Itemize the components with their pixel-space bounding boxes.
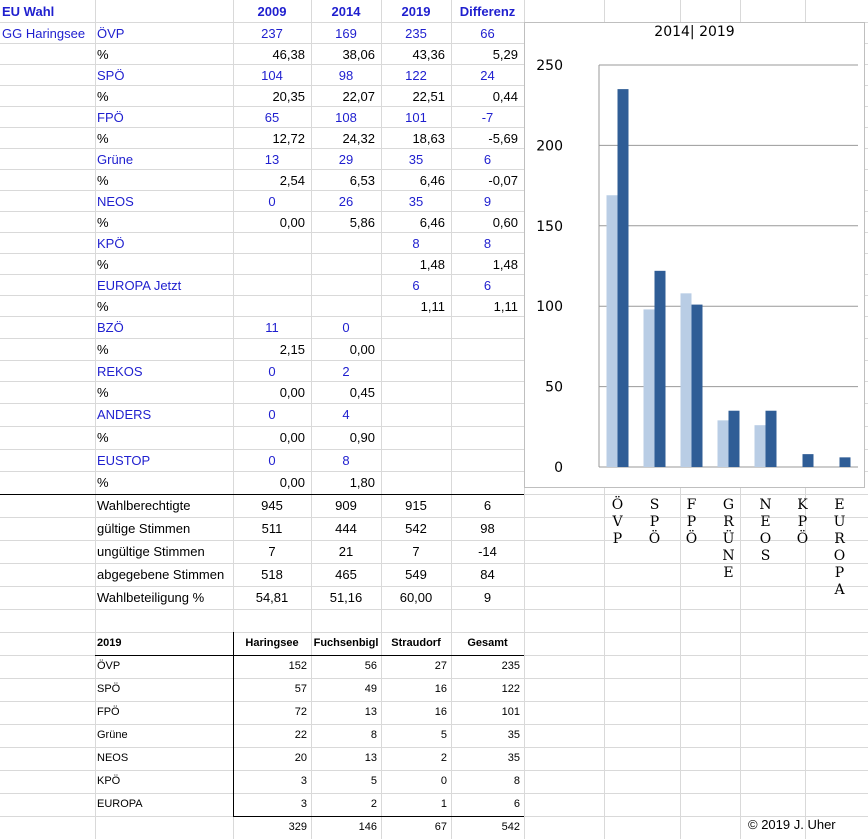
summary-value[interactable]: 915 [405,498,427,513]
bar-kpö-1 [803,454,814,467]
detail-value[interactable]: 235 [501,660,520,672]
party-percent[interactable]: 5,29 [492,47,518,62]
party-votes[interactable]: 26 [338,194,354,209]
party-percent[interactable]: 1,80 [349,475,375,490]
party-votes[interactable] [235,275,309,296]
detail-value[interactable]: 57 [294,683,307,695]
summary-label[interactable]: Wahlberechtigte [97,498,191,513]
party-votes[interactable] [383,450,449,471]
party-percent[interactable]: 12,72 [272,131,305,146]
summary-label[interactable]: Wahlbeteiligung % [97,590,205,605]
party-votes[interactable]: 98 [338,68,354,83]
copyright-text: © 2019 J. Uher [748,817,836,832]
summary-value[interactable]: 549 [405,567,427,582]
party-votes[interactable]: 6 [483,278,492,293]
summary-value[interactable]: 909 [335,498,357,513]
year-header[interactable]: Differenz [459,4,516,19]
detail-value[interactable]: 5 [440,729,447,741]
party-percent[interactable] [233,296,305,317]
party-percent[interactable] [451,339,518,360]
party-percent[interactable]: 22,07 [342,89,375,104]
pct-label[interactable]: % [97,89,109,104]
party-votes[interactable]: 29 [338,152,354,167]
party-percent[interactable]: 6,46 [419,215,445,230]
party-percent[interactable]: 0,00 [279,475,305,490]
party-percent[interactable] [451,472,518,493]
party-name[interactable]: BZÖ [97,320,124,335]
party-percent[interactable]: 38,06 [342,47,375,62]
pct-label[interactable]: % [97,475,109,490]
summary-label[interactable]: ungültige Stimmen [97,544,205,559]
party-percent[interactable] [381,427,445,448]
party-name[interactable]: EUSTOP [97,453,151,468]
party-percent[interactable]: 1,48 [419,257,445,272]
party-votes[interactable]: 24 [480,68,495,83]
party-votes[interactable]: 6 [412,278,420,293]
category-label: EUROPA [833,497,846,598]
bar-övp-1 [618,89,629,467]
detail-left-border [233,632,234,816]
detail-value[interactable]: 5 [370,775,377,787]
row-gridline [0,609,868,610]
party-votes[interactable]: 235 [405,26,427,41]
detail-column-header[interactable]: Fuchsenbigl [313,637,379,649]
detail-total[interactable]: 542 [501,821,520,833]
detail-total[interactable]: 329 [288,821,307,833]
detail-value[interactable]: 1 [440,798,447,810]
party-percent[interactable]: 6,46 [419,173,445,188]
detail-value[interactable]: 122 [501,683,520,695]
party-percent[interactable]: 0,44 [492,89,518,104]
party-votes[interactable]: 8 [342,453,350,468]
bar-grüne-1 [729,411,740,467]
pct-label[interactable]: % [97,173,109,188]
party-votes[interactable]: 122 [405,68,427,83]
detail-header-border [95,655,524,656]
pct-label[interactable]: % [97,385,109,400]
party-votes[interactable]: 4 [342,407,350,422]
party-votes[interactable]: 35 [408,194,424,209]
party-percent[interactable]: -5,69 [488,131,518,146]
detail-value[interactable]: 22 [294,729,307,741]
party-votes[interactable] [383,404,449,425]
detail-value[interactable]: 152 [288,660,307,672]
party-name[interactable]: NEOS [97,194,134,209]
party-votes[interactable] [383,317,449,338]
detail-value[interactable]: 101 [501,706,520,718]
party-votes[interactable]: 35 [408,152,424,167]
party-votes[interactable] [313,233,379,254]
pct-label[interactable]: % [97,430,109,445]
party-votes[interactable]: 2 [342,364,350,379]
detail-value[interactable]: 3 [300,798,307,810]
detail-value[interactable]: 0 [440,775,447,787]
summary-value[interactable]: 465 [335,567,357,582]
party-percent[interactable]: 18,63 [412,131,445,146]
party-votes[interactable]: 104 [261,68,283,83]
pct-label[interactable]: % [97,47,109,62]
party-percent[interactable]: 1,11 [493,299,518,314]
summary-value[interactable]: -14 [478,544,497,559]
detail-column-header[interactable]: Haringsee [245,637,299,649]
detail-value[interactable]: 3 [300,775,307,787]
party-votes[interactable] [235,233,309,254]
detail-value[interactable]: 2 [370,798,377,810]
party-percent[interactable]: 5,86 [349,215,375,230]
pct-label[interactable]: % [97,342,109,357]
y-tick-label: 100 [536,299,563,316]
section-separator [0,494,524,495]
party-percent[interactable]: 46,38 [272,47,305,62]
detail-party-name[interactable]: NEOS [97,752,129,764]
category-label: GRÜNE [722,497,735,581]
party-votes[interactable]: 66 [480,26,495,41]
party-votes[interactable]: 169 [335,26,357,41]
party-percent[interactable]: -0,07 [488,173,518,188]
area-name[interactable]: GG Haringsee [2,26,86,41]
party-votes[interactable]: 6 [483,152,492,167]
summary-value[interactable]: 518 [261,567,283,582]
party-percent[interactable]: 1,48 [492,257,518,272]
party-votes[interactable]: 0 [268,194,276,209]
detail-value[interactable]: 13 [364,706,377,718]
party-percent[interactable]: 0,00 [279,215,305,230]
category-label: FPÖ [685,497,698,547]
pct-label[interactable]: % [97,215,109,230]
detail-total[interactable]: 67 [434,821,447,833]
detail-value[interactable]: 13 [364,752,377,764]
party-votes[interactable] [453,317,522,338]
party-name[interactable]: ÖVP [97,26,125,41]
party-percent[interactable] [381,472,445,493]
summary-value[interactable]: 9 [483,590,492,605]
bar-övp-0 [607,195,618,467]
detail-value[interactable]: 56 [364,660,377,672]
party-name[interactable]: REKOS [97,364,143,379]
party-name[interactable]: SPÖ [97,68,125,83]
detail-value[interactable]: 20 [294,752,307,764]
party-votes[interactable]: 108 [335,110,357,125]
party-percent[interactable] [311,254,375,275]
bar-neos-1 [766,411,777,467]
detail-value[interactable]: 8 [513,775,520,787]
party-percent[interactable] [233,254,305,275]
detail-party-name[interactable]: KPÖ [97,775,121,787]
party-votes[interactable]: 237 [261,26,283,41]
summary-value[interactable]: 7 [412,544,420,559]
detail-value[interactable]: 27 [434,660,447,672]
bar-fpö-1 [692,305,703,467]
detail-year[interactable]: 2019 [97,637,122,649]
party-percent[interactable]: 0,45 [349,385,375,400]
detail-column-header[interactable]: Straudorf [391,637,441,649]
party-percent[interactable]: 2,15 [279,342,305,357]
summary-value[interactable]: 51,16 [329,590,363,605]
y-tick-label: 250 [536,58,563,74]
detail-value[interactable]: 6 [513,798,520,810]
summary-value[interactable]: 542 [405,521,427,536]
party-votes[interactable] [383,361,449,382]
party-votes[interactable] [453,450,522,471]
party-votes[interactable]: 0 [342,320,350,335]
party-percent[interactable]: 2,54 [279,173,305,188]
party-votes[interactable]: 101 [405,110,427,125]
detail-value[interactable]: 72 [294,706,307,718]
party-percent[interactable]: 0,00 [279,385,305,400]
party-percent[interactable]: 24,32 [342,131,375,146]
detail-value[interactable]: 35 [507,729,520,741]
party-votes[interactable]: 8 [412,236,420,251]
detail-party-name[interactable]: EUROPA [97,798,143,810]
detail-party-name[interactable]: FPÖ [97,706,120,718]
party-name[interactable]: Grüne [97,152,134,167]
party-percent[interactable]: 22,51 [412,89,445,104]
party-votes[interactable]: 13 [264,152,280,167]
party-votes[interactable]: 11 [265,320,279,335]
party-votes[interactable]: 8 [483,236,492,251]
detail-bottom-border [233,816,524,817]
summary-value[interactable]: 54,81 [255,590,289,605]
party-percent[interactable] [451,427,518,448]
y-tick-label: 50 [545,379,563,396]
chart-title: 2014| 2019 [654,24,735,40]
y-tick-label: 150 [536,218,563,235]
category-label: SPÖ [648,497,661,547]
summary-value[interactable]: 60,00 [399,590,433,605]
party-percent[interactable]: 1,11 [420,299,445,314]
party-name[interactable]: FPÖ [97,110,124,125]
detail-party-name[interactable]: ÖVP [97,660,121,672]
summary-label[interactable]: abgegebene Stimmen [97,567,225,582]
party-percent[interactable] [451,382,518,403]
party-votes[interactable] [453,361,522,382]
detail-value[interactable]: 16 [434,683,447,695]
summary-value[interactable]: 945 [261,498,283,513]
column-gridline [95,0,96,839]
summary-label[interactable]: gültige Stimmen [97,521,191,536]
party-votes[interactable] [313,275,379,296]
party-votes[interactable]: 9 [483,194,492,209]
y-tick-label: 0 [554,460,563,476]
detail-value[interactable]: 8 [370,729,377,741]
party-votes[interactable]: 0 [268,407,276,422]
summary-value[interactable]: 98 [480,521,495,536]
year-header[interactable]: 2009 [257,4,287,19]
bar-fpö-0 [681,293,692,467]
sheet-title[interactable]: EU Wahl [2,4,55,19]
year-header[interactable]: 2019 [401,4,431,19]
party-percent[interactable]: 0,90 [349,430,375,445]
detail-party-name[interactable]: Grüne [97,729,128,741]
party-votes[interactable]: 0 [268,453,276,468]
party-votes[interactable]: -7 [481,110,494,125]
bar-spö-0 [644,309,655,467]
party-name[interactable]: KPÖ [97,236,125,251]
year-header[interactable]: 2014 [331,4,361,19]
category-label: KPÖ [796,497,809,547]
summary-value[interactable]: 84 [480,567,495,582]
pct-label[interactable]: % [97,257,109,272]
party-percent[interactable]: 43,36 [412,47,445,62]
detail-value[interactable]: 2 [440,752,447,764]
detail-value[interactable]: 35 [507,752,520,764]
summary-value[interactable]: 511 [261,521,283,536]
bar-neos-0 [755,425,766,467]
category-label: ÖVP [611,497,624,547]
summary-value[interactable]: 6 [483,498,492,513]
detail-column-header[interactable]: Gesamt [467,637,508,649]
summary-value[interactable]: 21 [338,544,354,559]
y-tick-label: 200 [536,138,563,155]
summary-value[interactable]: 7 [268,544,276,559]
party-percent[interactable]: 0,00 [279,430,305,445]
category-label: NEOS [759,497,772,564]
party-name[interactable]: EUROPA Jetzt [97,278,182,293]
party-votes[interactable]: 65 [264,110,280,125]
detail-total[interactable]: 146 [358,821,377,833]
bar-europa-1 [840,457,851,467]
pct-label[interactable]: % [97,131,109,146]
detail-value[interactable]: 16 [434,706,447,718]
party-percent[interactable]: 0,60 [492,215,518,230]
summary-value[interactable]: 444 [335,521,357,536]
bar-grüne-0 [718,420,729,467]
party-votes[interactable]: 0 [268,364,276,379]
bar-chart[interactable] [524,22,865,488]
party-name[interactable]: ANDERS [97,407,152,422]
bar-spö-1 [655,271,666,467]
detail-party-name[interactable]: SPÖ [97,683,121,695]
party-votes[interactable] [453,404,522,425]
chart-plot [525,23,864,487]
party-percent[interactable] [311,296,375,317]
detail-value[interactable]: 49 [364,683,377,695]
party-percent[interactable]: 0,00 [349,342,375,357]
party-percent[interactable]: 20,35 [272,89,305,104]
party-percent[interactable] [381,339,445,360]
party-percent[interactable] [381,382,445,403]
pct-label[interactable]: % [97,299,109,314]
party-percent[interactable]: 6,53 [349,173,375,188]
